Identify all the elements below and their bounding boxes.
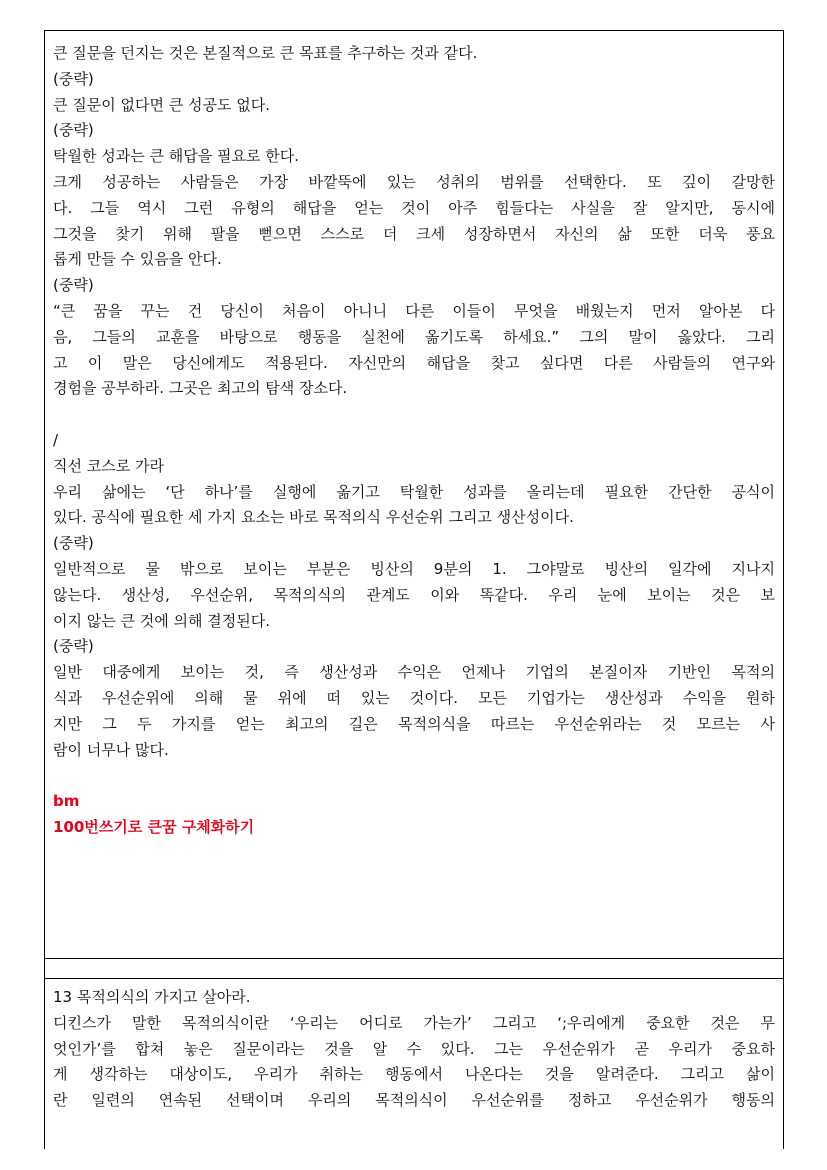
text-line: 음, 그들의 교훈을 바탕으로 행동을 실천에 옮기도록 하세요.” 그의 말이 옳았다. 그리 [53,327,775,346]
text-line: (중략) [53,121,94,140]
text-line: 일반적으로 물 밖으로 보이는 부분은 빙산의 9분의 1. 그야말로 빙산의 일각에 지나지 [53,559,775,578]
text-line: 그것을 찾기 위해 팔을 뻗으면 스스로 더 크세 성장하면서 자신의 삶 또한 더욱 풍요 [53,224,775,243]
text-line: 이지 않는 큰 것에 의해 결정된다. [53,611,270,630]
text-line: 란 일련의 연속된 선택이며 우리의 목적의식이 우선순위를 정하고 우선순위가 행동의 [53,1091,775,1110]
document-table [44,30,784,1149]
text-line: 엇인가’를 합쳐 놓은 질문이라는 것을 알 수 있다. 그는 우선순위가 곧 우리가 중요하 [53,1039,775,1058]
highlight-label: bm [53,792,80,811]
text-line: 않는다. 생산성, 우선순위, 목적의식의 관계도 이와 똑같다. 우리 눈에 보이는 것은 보 [53,585,775,604]
text-line: (중략) [53,69,94,88]
section-heading: 13 목적의식의 가지고 살아라. [53,988,251,1006]
text-line: 일반 대중에게 보이는 것, 즉 생산성과 수익은 언제나 기업의 본질이자 기반인 목적의 [53,663,775,682]
text-line: 람이 너무나 많다. [53,740,169,759]
table-cell-empty [45,959,783,979]
highlight-title: 100번쓰기로 큰꿈 구체화하기 [53,817,255,836]
text-line: 식과 우선순위에 의해 물 위에 떠 있는 것이다. 모든 기업가는 생산성과 수익을 원하 [53,688,775,707]
text-line: (중략) [53,276,94,295]
text-line: 큰 질문이 없다면 큰 성공도 없다. [53,95,270,114]
text-line: 다. 그들 역시 그런 유형의 해답을 얻는 것이 아주 힘들다는 사실을 잘 알지만, 동시에 [53,198,775,217]
section-heading: 직선 코스로 가라 [53,456,164,475]
text-line: 우리 삶에는 ‘단 하나’를 실행에 옮기고 탁월한 성과를 올리는데 필요한 간단한 공식이 [53,482,775,501]
text-line: (중략) [53,534,94,553]
text-line: 게 생각하는 대상이도, 우리가 취하는 행동에서 나온다는 것을 알려준다. 그리고 삶이 [53,1065,775,1084]
text-line: / [53,430,59,449]
text-line: 큰 질문을 던지는 것은 본질적으로 큰 목표를 추구하는 것과 같다. [53,44,478,62]
text-line: 있다. 공식에 필요한 세 가지 요소는 바로 목적의식 우선순위 그리고 생산성이다. [53,508,574,527]
blank-line [53,402,775,428]
text-line: 크게 성공하는 사람들은 가장 바깥뚝에 있는 성취의 범위를 선택한다. 또 깊이 갈망한 [53,172,775,191]
text-line: 롭게 만들 수 있음을 안다. [53,250,222,269]
text-line: 지만 그 두 가지를 얻는 최고의 길은 목적의식을 따르는 우선순위라는 것 모르는 사 [53,714,775,733]
text-line: 경험을 공부하라. 그곳은 최고의 탐색 장소다. [53,379,348,398]
text-line: 고 이 말은 당신에게도 적용된다. 자신만의 해답을 찾고 싶다면 다른 사람들의 연구와 [53,353,775,372]
text-line: (중략) [53,637,94,656]
text-line: “큰 꿈을 꾸는 건 당신이 처음이 아니니 다른 이들이 무엇을 배웠는지 먼저 알아본 다 [53,301,775,320]
text-line: 탁월한 성과는 큰 해답을 필요로 한다. [53,147,299,166]
table-cell-main [45,31,783,959]
text-line: 디킨스가 말한 목적의식이란 ‘우리는 어디로 가는가’ 그리고 ‘;우리에게 중요한 것은 무 [53,1013,775,1032]
blank-line [53,763,775,789]
table-cell-second [45,979,783,1149]
